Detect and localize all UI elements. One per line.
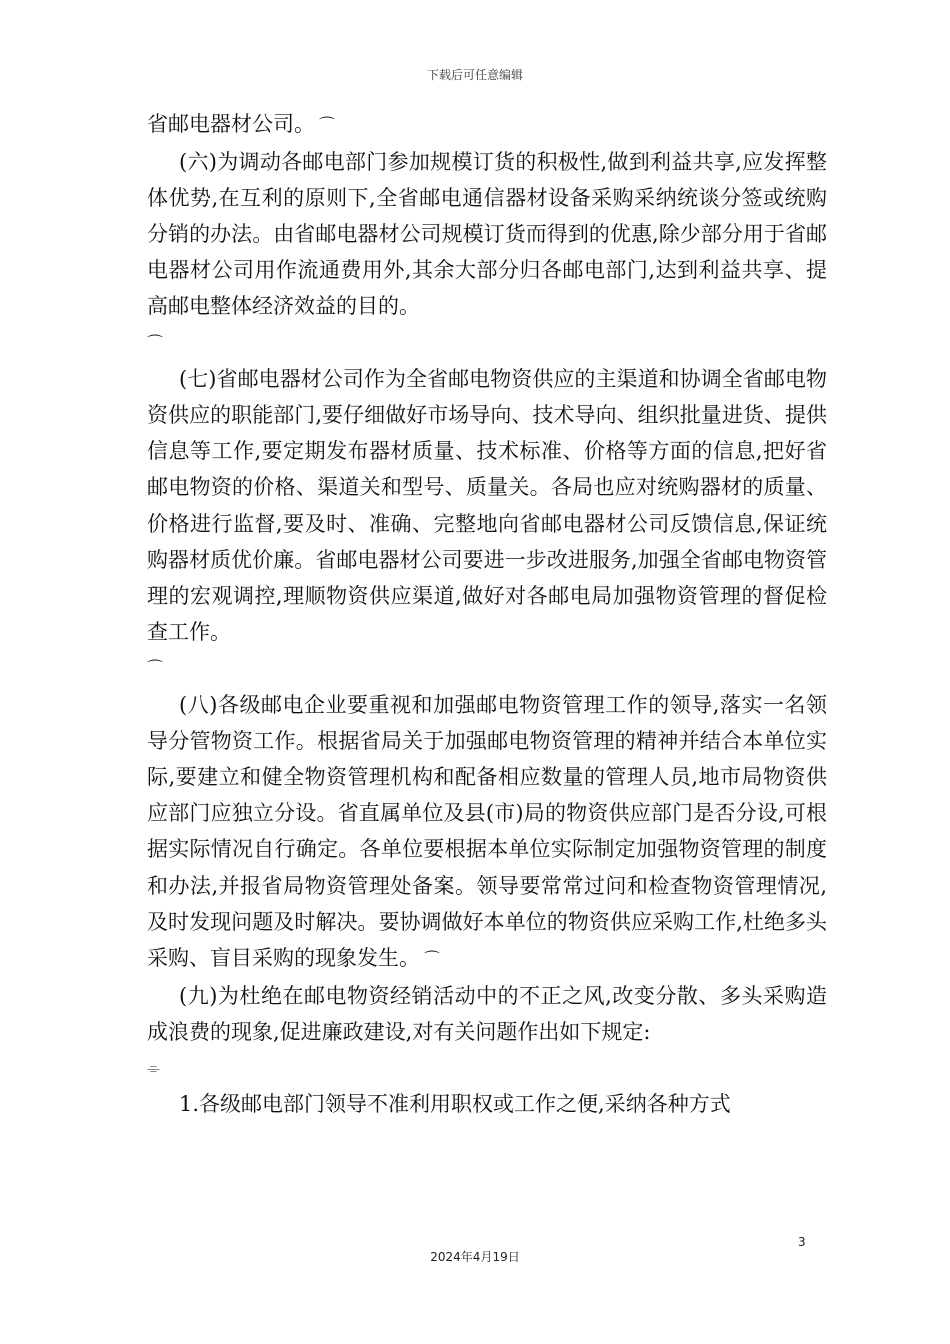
paragraph-eight xyxy=(147,687,827,978)
paragraph-seven: (七)省邮电器材公司作为全省邮电物资供应的主渠道和协调全省邮电物资供应的职能部门,要仔细做好市场导向、技术导向、组织批量进货、提供信息等工作,要定期发布器材质量、技术标准、价格等方面的信息,把好省邮电物资的价格、渠道关和型号、质量关。各局也应对统购器材的质量、价格进行监督,要及时、准确、完整地向省邮电器材公司反馈信息,保证统购器材质优价廉。省邮电器材公司要进一步改进服务,加强全省邮电物资管理的宏观调控,理顺物资供应渠道,做好对各邮电局加强物资管理的督促检查工作。 xyxy=(147,366,827,645)
paragraph-mark-icon: ⌒ xyxy=(147,332,164,352)
page-number: 3 xyxy=(798,1235,806,1249)
paragraph-text: 省邮电器材公司。 xyxy=(147,112,315,136)
paragraph-text: (八)各级邮电企业要重视和加强邮电物资管理工作的领导,落实一名领导分管物资工作。根据省局关于加强邮电物资管理的精神并结合本单位实际,要建立和健全物资管理机构和配备相应数量的管理人员,地市局物资供应部门应独立分设。省直属单位及县(市)局的物资供应部门是否分设,可根据实际情况自行确定。各单位要根据本单位实际制定加强物资管理的制度和办法,并报省局物资管理处备案。领导要常常过问和检查物资管理情况,及时发现问题及时解决。要协调做好本单位的物资供应采购工作,杜绝多头采购、盲目采购的现象发生。 xyxy=(147,692,827,971)
paragraph-six: (六)为调动各邮电部门参加规模订货的积极性,做到利益共享,应发挥整体优势,在互利的原则下,全省邮电通信器材设备采购采纳统谈分签或统购分销的办法。由省邮电器材公司规模订货而得到的优惠,除少部分用于省邮电器材公司用作流通费用外,其余大部分归各邮电部门,达到利益共享、提高邮电整体经济效益的目的。 xyxy=(147,149,827,319)
footer-date: 2024年4月19日 xyxy=(430,1250,520,1264)
paragraph-mark-icon: ⌒ xyxy=(319,115,336,135)
paragraph-mark-icon: ⌒ xyxy=(424,949,441,969)
paragraph-nine: (九)为杜绝在邮电物资经销活动中的不正之风,改变分散、多头采购造成浪费的现象,促进廉政建设,对有关问题作出如下规定: xyxy=(147,983,827,1044)
document-body xyxy=(147,106,827,1122)
list-item-one: 1.各级邮电部门领导不准利用职权或工作之便,采纳各种方式 xyxy=(179,1092,731,1117)
paragraph-continuation xyxy=(147,106,827,144)
header-note: 下载后可任意编辑 xyxy=(426,68,523,82)
paragraph-mark-icon: ⌒ xyxy=(147,658,164,678)
paragraph-mark-icon: ⌯ xyxy=(147,1058,160,1078)
